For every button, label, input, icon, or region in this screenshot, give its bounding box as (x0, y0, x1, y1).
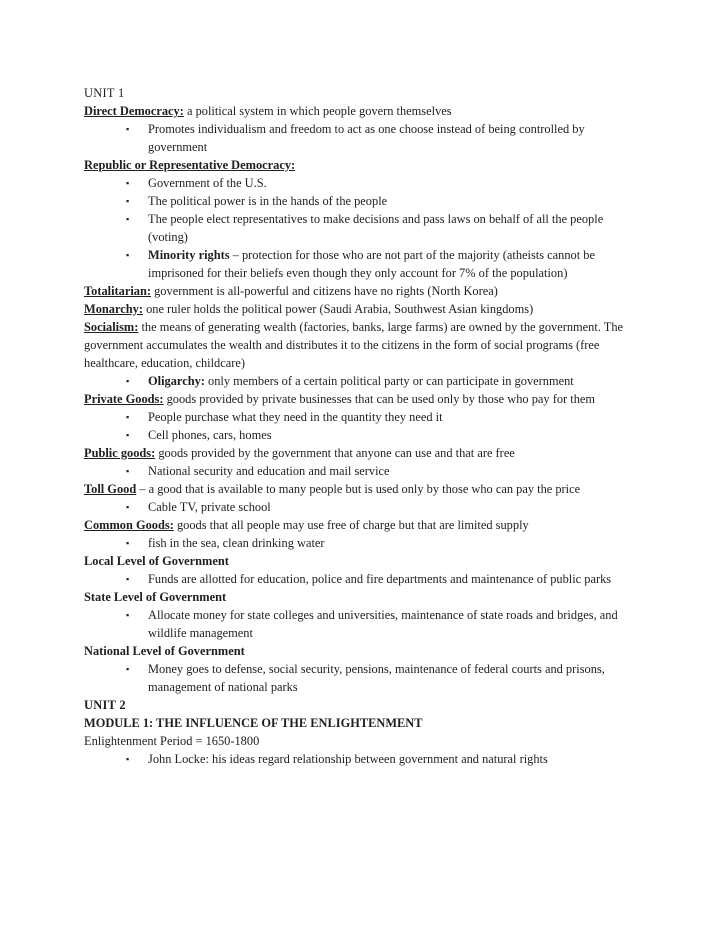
socialism-entry: Socialism: the means of generating wealth (factories, banks, large farms) are owned by the government. The government accumulates the wealth and distributes it to the citizens in the form of social programs (free healthcare, education, childcare) (84, 320, 624, 370)
term-direct-democracy: Direct Democracy: (84, 104, 184, 118)
bullet-icon: ▪ (126, 610, 130, 620)
list-item: ▪ Allocate money for state colleges and universities, maintenance of state roads and bridges, and wildlife management (126, 608, 618, 640)
list-item: ▪ People purchase what they need in the quantity they need it (126, 410, 443, 424)
national-government-heading: National Level of Government (84, 644, 245, 658)
bullet-icon: ▪ (126, 250, 130, 260)
term-totalitarian: Totalitarian: (84, 284, 152, 298)
private-goods-entry: Private Goods: goods provided by private businesses that can be used only by those who pay for them (84, 392, 596, 406)
state-government-heading: State Level of Government (84, 590, 227, 604)
bullet-icon: ▪ (126, 376, 130, 386)
list-item: ▪ Funds are allotted for education, police and fire departments and maintenance of public parks (126, 572, 612, 586)
bullet-icon: ▪ (126, 466, 130, 476)
def-direct-democracy: a political system in which people govern themselves (183, 104, 452, 118)
bullet-icon: ▪ (126, 124, 130, 134)
term-public-goods: Public goods: (84, 446, 156, 460)
bullet-icon: ▪ (126, 502, 130, 512)
unit-2-heading: UNIT 2 (84, 698, 126, 712)
unit-1-heading: UNIT 1 (84, 86, 125, 100)
list-item: ▪ The political power is in the hands of the people (126, 194, 388, 208)
bullet-icon: ▪ (126, 754, 130, 764)
bullet-icon: ▪ (126, 412, 130, 422)
public-goods-entry: Public goods: goods provided by the government that anyone can use and that are free (84, 446, 515, 460)
list-item: ▪ fish in the sea, clean drinking water (126, 536, 325, 550)
list-item: ▪ Cell phones, cars, homes (126, 428, 272, 442)
bullet-icon: ▪ (126, 430, 130, 440)
bullet-icon: ▪ (126, 178, 130, 188)
common-goods-entry: Common Goods: goods that all people may use free of charge but that are limited supply (84, 518, 529, 532)
list-item: ▪ Minority rights – protection for those who are not part of the majority (atheists cannot be imprisoned for their beliefs even though they only account for 7% of the population) (126, 248, 595, 280)
monarchy-entry: Monarchy: one ruler holds the political power (Saudi Arabia, Southwest Asian kingdoms) (84, 302, 534, 316)
enlightenment-period: Enlightenment Period = 1650-1800 (84, 734, 260, 748)
list-item: ▪ The people elect representatives to make decisions and pass laws on behalf of all the people (voting) (126, 212, 604, 244)
totalitarian-entry: Totalitarian: government is all-powerful and citizens have no rights (North Korea) (84, 284, 498, 298)
term-oligarchy: Oligarchy: (148, 374, 205, 388)
term-toll-good: Toll Good (84, 482, 137, 496)
module-1-heading: MODULE 1: THE INFLUENCE OF THE ENLIGHTENMENT (84, 716, 423, 730)
term-socialism: Socialism: (84, 320, 139, 334)
toll-good-entry: Toll Good – a good that is available to many people but is used only by those who can pay the price (84, 482, 581, 496)
bullet-icon: ▪ (126, 196, 130, 206)
bullet-icon: ▪ (126, 574, 130, 584)
bullet-icon: ▪ (126, 214, 130, 224)
document-body (84, 84, 640, 768)
local-government-heading: Local Level of Government (84, 554, 229, 568)
bullet-icon: ▪ (126, 664, 130, 674)
list-item: ▪ Oligarchy: only members of a certain political party or can participate in government (126, 374, 574, 388)
term-monarchy: Monarchy: (84, 302, 143, 316)
list-item: ▪ Government of the U.S. (126, 176, 267, 190)
republic-entry (84, 156, 640, 174)
term-minority-rights: Minority rights (148, 248, 230, 262)
list-item: ▪ Promotes individualism and freedom to act as one choose instead of being controlled by government (126, 122, 585, 154)
term-private-goods: Private Goods: (84, 392, 164, 406)
bullet-icon: ▪ (126, 538, 130, 548)
list-item: ▪ Cable TV, private school (126, 500, 271, 514)
term-common-goods: Common Goods: (84, 518, 174, 532)
direct-democracy-entry (84, 102, 640, 120)
list-item: ▪ National security and education and mail service (126, 464, 390, 478)
term-republic: Republic or Representative Democracy: (84, 158, 296, 172)
list-item: ▪ John Locke: his ideas regard relationship between government and natural rights (126, 752, 548, 766)
list-item: ▪ Money goes to defense, social security, pensions, maintenance of federal courts and prisons, management of national parks (126, 662, 605, 694)
